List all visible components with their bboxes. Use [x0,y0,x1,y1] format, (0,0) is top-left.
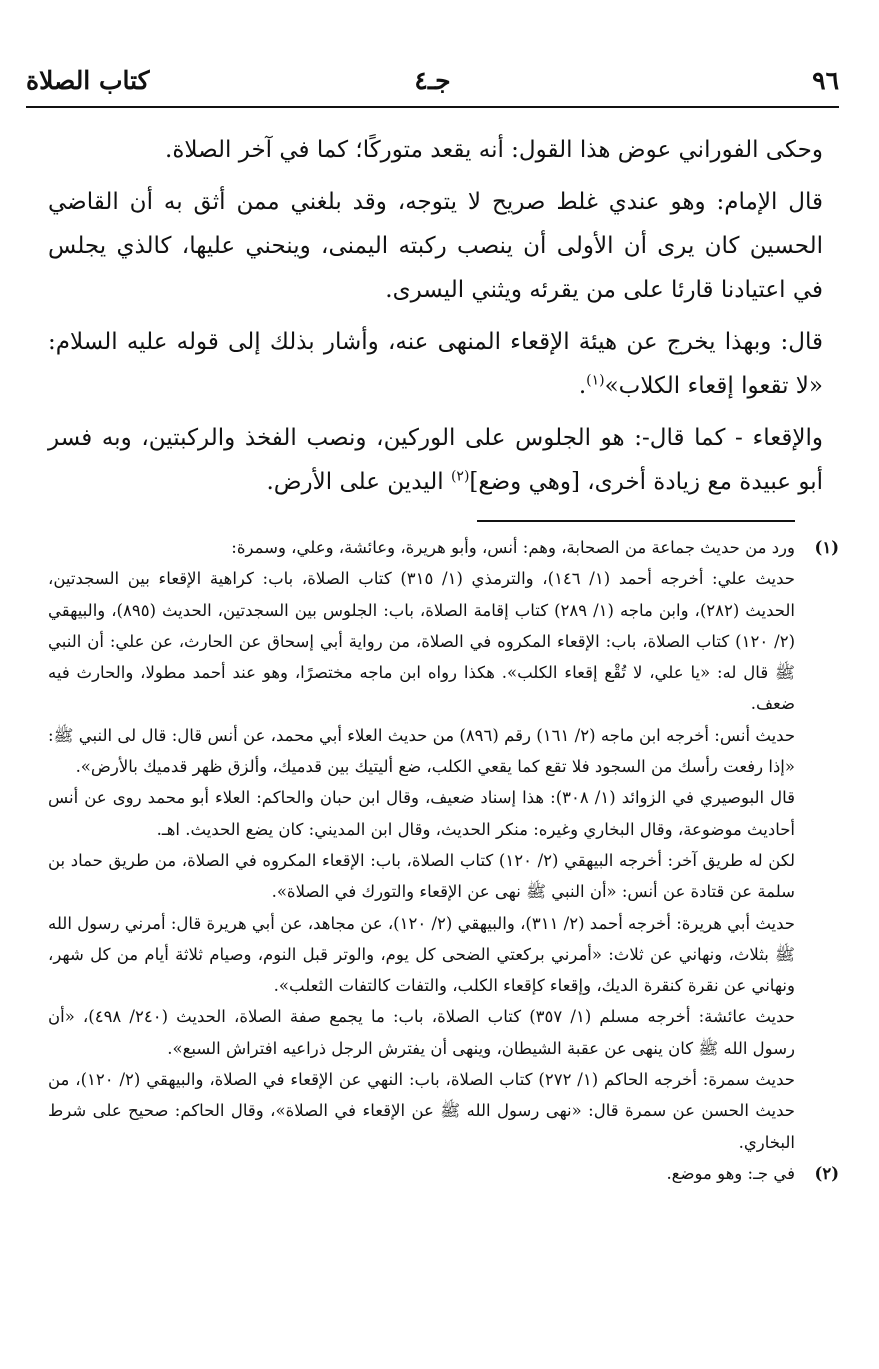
paragraph-text: والإقعاء - كما قال-: هو الجلوس على الوركين، ونصب الفخذ والركبتين، وبه فسر أبو عبيدة مع زيادة أخرى، [وهي وضع] [48,425,823,495]
footnote-ref: (١) [586,372,605,389]
footnote-divider [477,520,795,522]
paragraph [48,320,823,408]
footnote-paragraph: حديث علي: أخرجه أحمد (١/ ١٤٦)، والترمذي (١/ ٣١٥) كتاب الصلاة، باب: كراهية الإقعاء بين السجدتين، الحديث (٢٨٢)، وابن ماجه (١/ ٢٨٩) كتاب إقامة الصلاة، باب: الجلوس بين السجدتين، الحديث (٨٩٥)، والبيهقي (٢/ ١٢٠) كتاب الصلاة، باب: الإقعاء المكروه في الصلاة، من رواية أبي إسحاق عن الحارث، عن علي: أن النبي ﷺ قال له: «يا علي، لا تُقْع إقعاء الكلب». هكذا رواه ابن ماجه مختصرًا، وهو عند أحمد مطولا، والحارث فيه ضعف. [48,569,795,714]
footnote-body [48,1158,795,1189]
footnotes [48,532,839,1189]
footnote-paragraph: حديث أبي هريرة: أخرجه أحمد (٢/ ٣١١)، والبيهقي (٢/ ١٢٠)، عن مجاهد، عن أبي هريرة قال: أمرني رسول الله ﷺ بثلاث، ونهاني عن ثلاث: «أمرني بركعتي الضحى كل يوم، والوتر قبل النوم، وصيام ثلاثة أيام من كل شهر، ونهاني عن نقرة كنقرة الديك، وإقعاء كإقعاء الكلب، والتفات كالتفات الثعلب». [48,913,795,996]
footnote-paragraph: حديث عائشة: أخرجه مسلم (١/ ٣٥٧) كتاب الصلاة، باب: ما يجمع صفة الصلاة، الحديث (٢٤٠/ ٤٩٨)، «أن رسول الله ﷺ كان ينهى عن عقبة الشيطان، وينهى أن يفترش الرجل ذراعيه افتراش السبع». [48,1007,795,1058]
footnote-paragraph: في جـ: وهو موضع. [666,1163,795,1183]
footnote-paragraph: لكن له طريق آخر: أخرجه البيهقي (٢/ ١٢٠) كتاب الصلاة، باب: الإقعاء المكروه في الصلاة، من طريق حماد بن سلمة عن قتادة عن أنس: «أن النبي ﷺ نهى عن الإقعاء والتورك في الصلاة». [48,850,795,902]
footnote-body [48,532,795,1158]
footnote-paragraph: حديث سمرة: أخرجه الحاكم (١/ ٢٧٢) كتاب الصلاة، باب: النهي عن الإقعاء في الصلاة، والبيهقي (٢/ ١٢٠)، من حديث الحسن عن سمرة قال: «نهى رسول الله ﷺ عن الإقعاء في الصلاة»، وقال الحاكم: صحيح على شرط البخاري. [48,1070,795,1152]
page-header [26,62,839,106]
paragraph-end: . [578,373,587,399]
footnote [48,532,839,1158]
main-text [48,128,823,512]
page-number: ٩٦ [812,66,839,95]
paragraph: قال الإمام: وهو عندي غلط صريح لا يتوجه، وقد بلغني ممن أثق به أن القاضي الحسين كان يرى أن الأولى أن ينصب ركبته اليمنى، وينحني عليها، كالذي يجلس في اعتيادنا قارئا على من يقرئه ويثني اليسرى. [48,189,823,303]
paragraph [48,416,823,504]
footnote-ref: (٢) [450,468,470,485]
footnote-paragraph: ورد من حديث جماعة من الصحابة، وهم: أنس، وأبو هريرة، وعائشة، وعلي، وسمرة: [231,538,795,557]
volume-label: جـ٤ [414,66,451,95]
paragraph-text: قال: وبهذا يخرج عن هيئة الإقعاء المنهى عنه، وأشار بذلك إلى قوله عليه السلام: «لا تقعوا إقعاء الكلاب» [48,329,823,399]
footnote-number: (٢) [814,1163,839,1183]
paragraph-text: اليدين على الأرض. [266,469,451,495]
footnote-paragraph: قال البوصيري في الزوائد (١/ ٣٠٨): هذا إسناد ضعيف، وقال ابن حبان والحاكم: العلاء أبو محمد روى عن أنس أحاديث موضوعة، وقال البخاري وغيره: منكر الحديث، وقال ابن المديني: كان يضع الحديث. اهـ. [48,788,796,839]
footnote [48,1158,839,1189]
header-divider [26,106,839,108]
paragraph: وحكى الفوراني عوض هذا القول: أنه يقعد متوركًا؛ كما في آخر الصلاة. [165,137,823,163]
footnote-paragraph: حديث أنس: أخرجه ابن ماجه (٢/ ١٦١) رقم (٨٩٦) من حديث العلاء أبي محمد، عن أنس قال: قال لى النبي ﷺ: «إذا رفعت رأسك من السجود فلا تقع كما يقعي الكلب، ضع أليتيك بين قدميك، وألزق ظهر قدميك بالأرض». [48,725,796,777]
book-title: كتاب الصلاة [26,66,150,95]
footnote-number: (١) [814,538,839,557]
